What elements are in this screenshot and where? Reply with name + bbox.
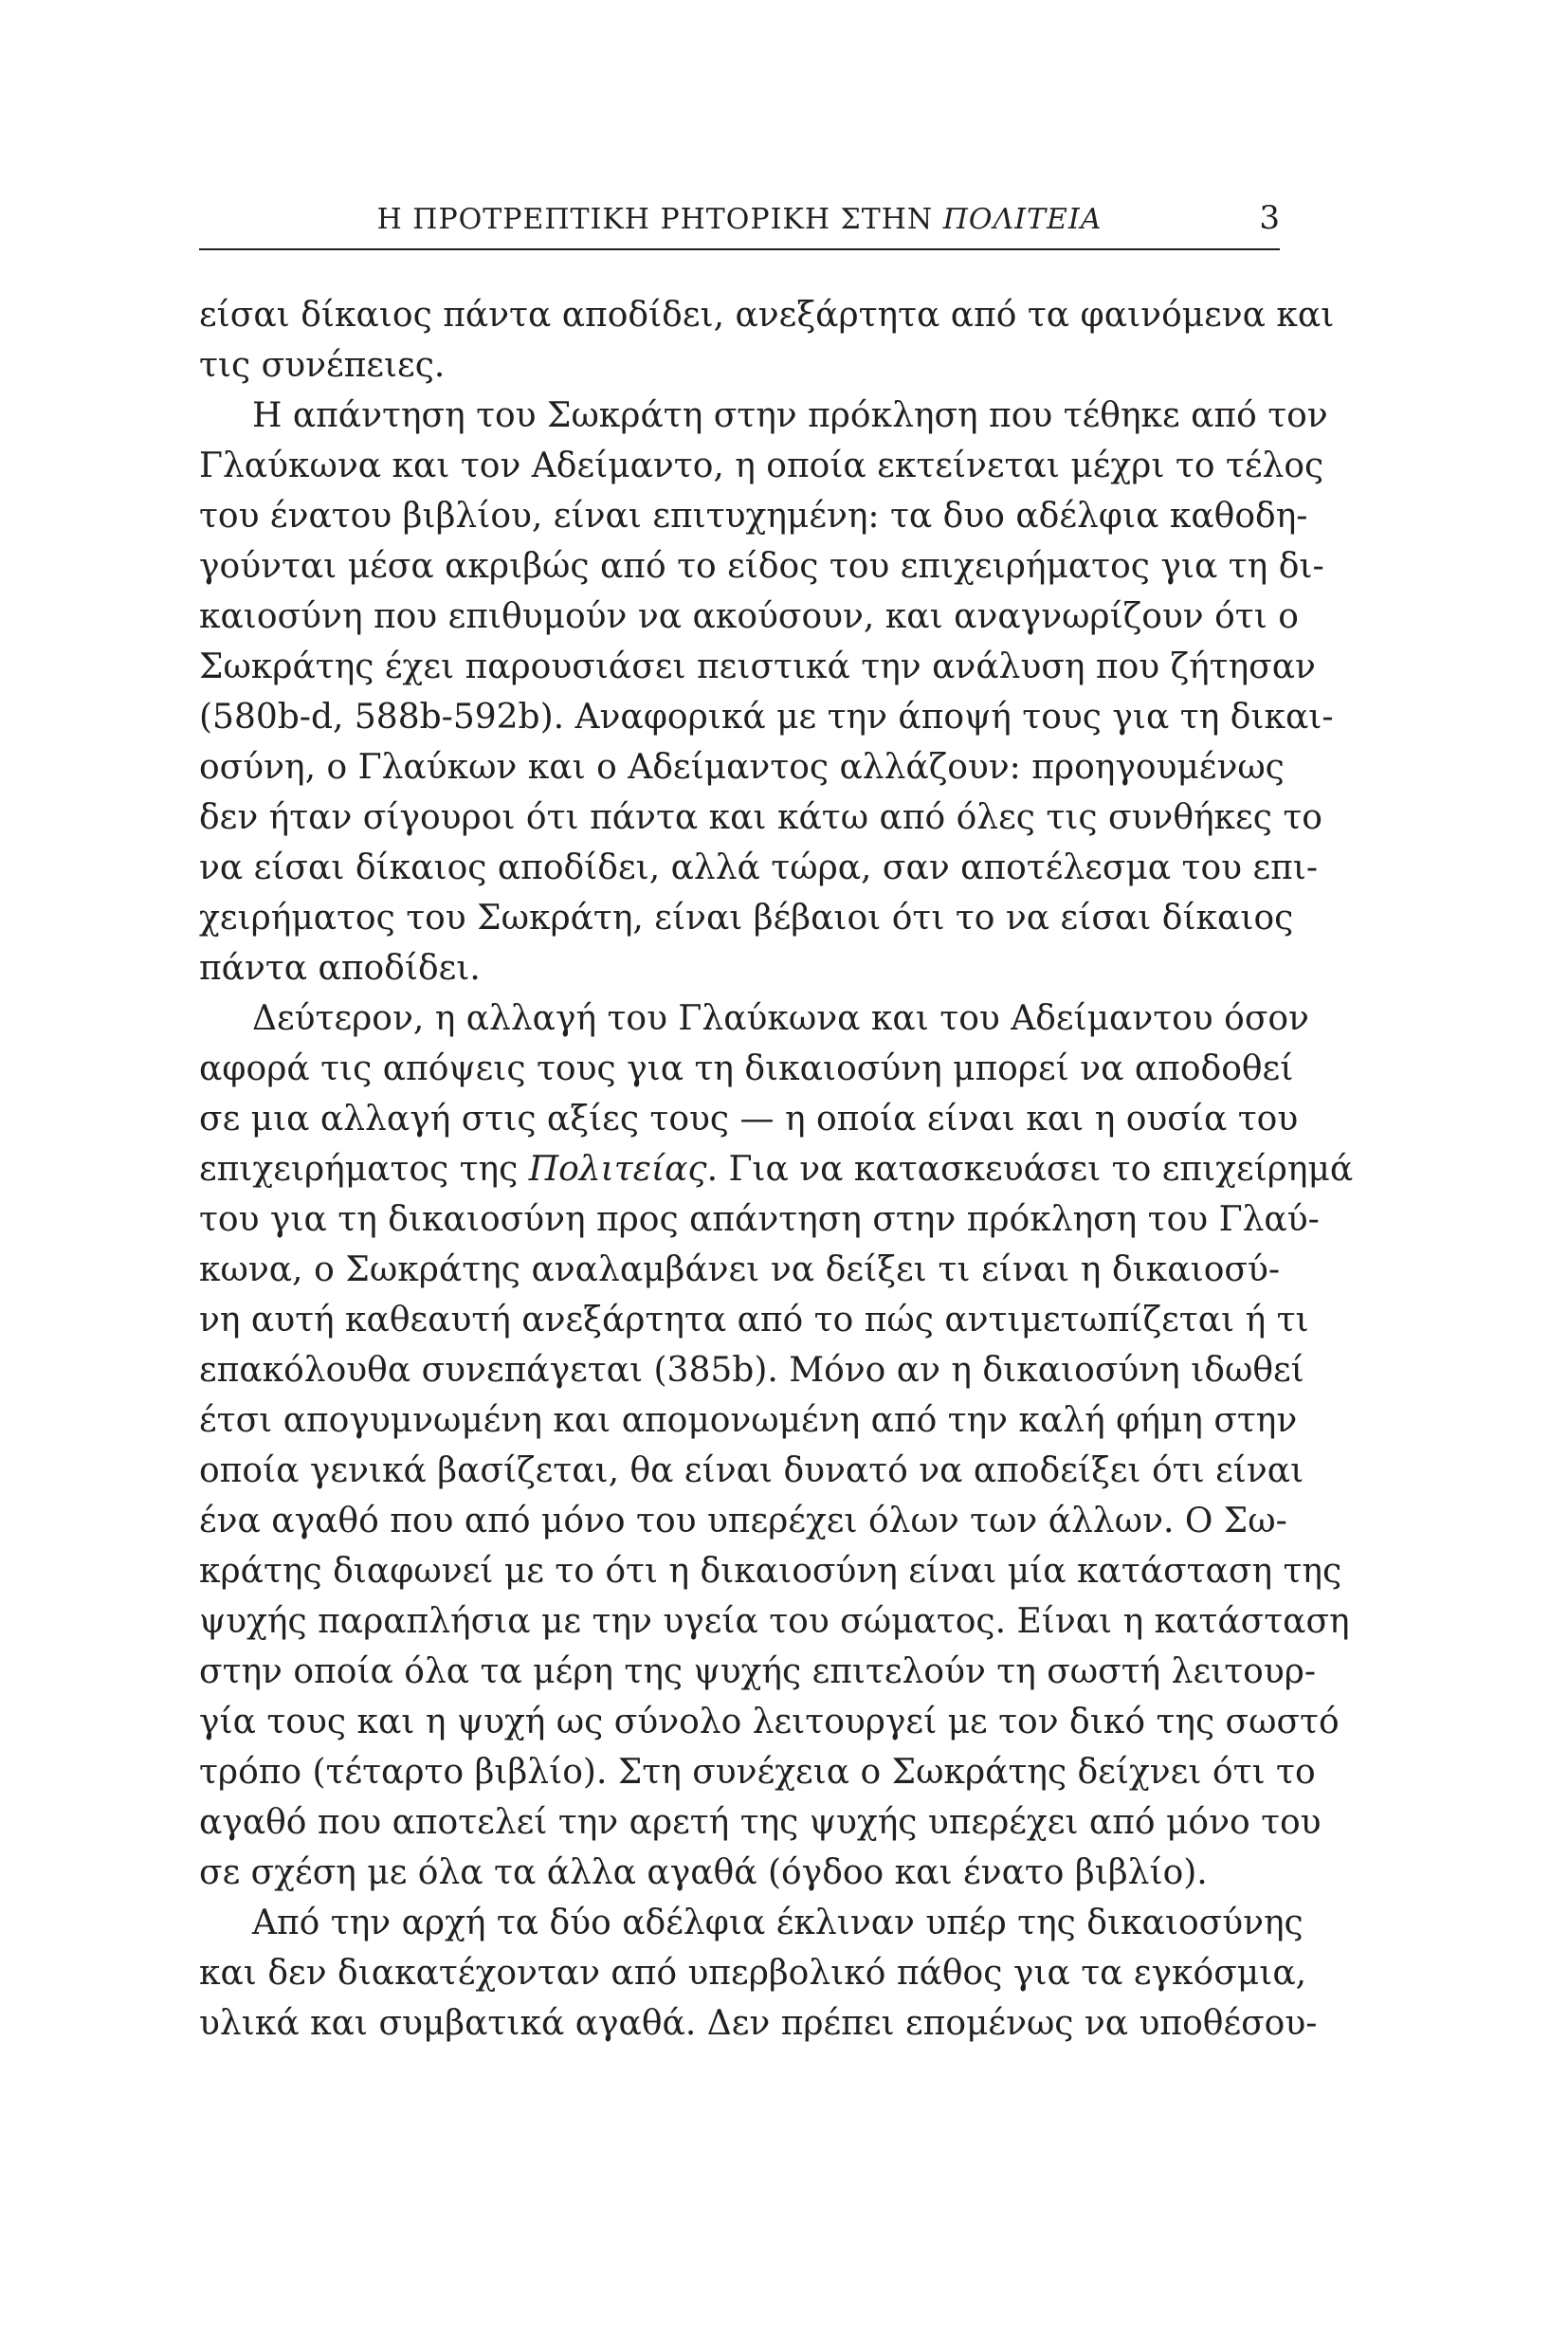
text-line: Δεύτερον, η αλλαγή του Γλαύκωνα και του Αδείμαντου όσον [252, 999, 1309, 1038]
text-line: οποία γενικά βασίζεται, θα είναι δυνατό να αποδείξει ότι είναι [199, 1451, 1304, 1490]
text-line: νη αυτή καθεαυτή ανεξάρτητα από το πώς αντιμετωπίζεται ή τι [199, 1301, 1309, 1340]
text-segment: . Για να κατασκευάσει το επιχείρημά [706, 1150, 1354, 1189]
text-line: έτσι απογυμνωμένη και απομονωμένη από την καλή φήμη στην [199, 1401, 1298, 1440]
text-line: γία τους και η ψυχή ως σύνολο λειτουργεί με τον δικό της σωστό [199, 1703, 1340, 1741]
text-line: αφορά τις απόψεις τους για τη δικαιοσύνη μπορεί να αποδοθεί [199, 1049, 1294, 1088]
text-line: Η απάντηση του Σωκράτη στην πρόκληση που τέθηκε από τον [252, 396, 1328, 435]
text-line: (580b-d, 588b-592b). Αναφορικά με την άποψή τους για τη δικαι- [199, 698, 1334, 737]
text-line: δεν ήταν σίγουροι ότι πάντα και κάτω από όλες τις συνθήκες το [199, 798, 1322, 837]
text-line: σε μια αλλαγή στις αξίες τους — η οποία είναι και η ουσία του [199, 1100, 1299, 1139]
text-line: ψυχής παραπλήσια με την υγεία του σώματος. Είναι η κατάσταση [199, 1602, 1350, 1641]
book-page [199, 190, 1354, 2049]
text-line: επακόλουθα συνεπάγεται (385b). Μόνο αν η δικαιοσύνη ιδωθεί [199, 1351, 1304, 1390]
text-line: αγαθό που αποτελεί την αρετή της ψυχής υπερέχει από μόνο του [199, 1803, 1322, 1842]
text-line-mixed [199, 1144, 1354, 1194]
running-head [199, 190, 1280, 250]
text-line: ένα αγαθό που από μόνο του υπερέχει όλων των άλλων. Ο Σω- [199, 1502, 1287, 1540]
text-line: τις συνέπειες. [199, 346, 446, 385]
text-line: κράτης διαφωνεί με το ότι η δικαιοσύνη είναι μία κατάσταση της [199, 1552, 1342, 1591]
page-number: 3 [1259, 199, 1280, 237]
text-line: κωνα, ο Σωκράτης αναλαμβάνει να δείξει τι είναι η δικαιοσύ- [199, 1250, 1280, 1289]
running-title-text: Η ΠΡΟΤΡΕΠΤΙΚΗ ΡΗΤΟΡΙΚΗ ΣΤΗΝ [376, 203, 943, 236]
text-line: υλικά και συμβατικά αγαθά. Δεν πρέπει επομένως να υποθέσου- [199, 2004, 1318, 2043]
text-line: Γλαύκωνα και τον Αδείμαντο, η οποία εκτείνεται μέχρι το τέλος [199, 447, 1324, 485]
text-line: σε σχέση με όλα τα άλλα αγαθά (όγδοο και ένατο βιβλίο). [199, 1853, 1208, 1892]
text-line: πάντα αποδίδει. [199, 949, 481, 988]
text-line: να είσαι δίκαιος αποδίδει, αλλά τώρα, σαν αποτέλεσμα του επι- [199, 848, 1319, 887]
text-line: του για τη δικαιοσύνη προς απάντηση στην πρόκληση του Γλαύ- [199, 1200, 1320, 1239]
text-line: Από την αρχή τα δύο αδέλφια έκλιναν υπέρ της δικαιοσύνης [252, 1904, 1304, 1942]
text-line: Σωκράτης έχει παρουσιάσει πειστικά την ανάλυση που ζήτησαν [199, 647, 1316, 686]
body-text [199, 290, 1354, 2049]
text-line: γούνται μέσα ακριβώς από το είδος του επιχειρήματος για τη δι- [199, 547, 1324, 586]
text-line: καιοσύνη που επιθυμούν να ακούσουν, και αναγνωρίζουν ότι ο [199, 597, 1299, 636]
running-title-italic: ΠΟΛΙΤΕΙΑ [942, 203, 1103, 236]
text-line: είσαι δίκαιος πάντα αποδίδει, ανεξάρτητα από τα φαινόμενα και [199, 296, 1335, 335]
text-line: στην οποία όλα τα μέρη της ψυχής επιτελούν τη σωστή λειτουρ- [199, 1652, 1317, 1691]
text-line: και δεν διακατέχονταν από υπερβολικό πάθος για τα εγκόσμια, [199, 1954, 1307, 1993]
text-line: οσύνη, ο Γλαύκων και ο Αδείμαντος αλλάζουν: προηγουμένως [199, 748, 1285, 787]
text-line: τρόπο (τέταρτο βιβλίο). Στη συνέχεια ο Σωκράτης δείχνει ότι το [199, 1753, 1316, 1792]
text-line: χειρήματος του Σωκράτη, είναι βέβαιοι ότι το να είσαι δίκαιος [199, 899, 1294, 938]
text-line: του ένατου βιβλίου, είναι επιτυχημένη: τα δυο αδέλφια καθοδη- [199, 497, 1308, 536]
text-segment: επιχειρήματος της [199, 1150, 529, 1189]
italic-book-title: Πολιτείας [528, 1150, 707, 1189]
running-title [199, 203, 1280, 236]
